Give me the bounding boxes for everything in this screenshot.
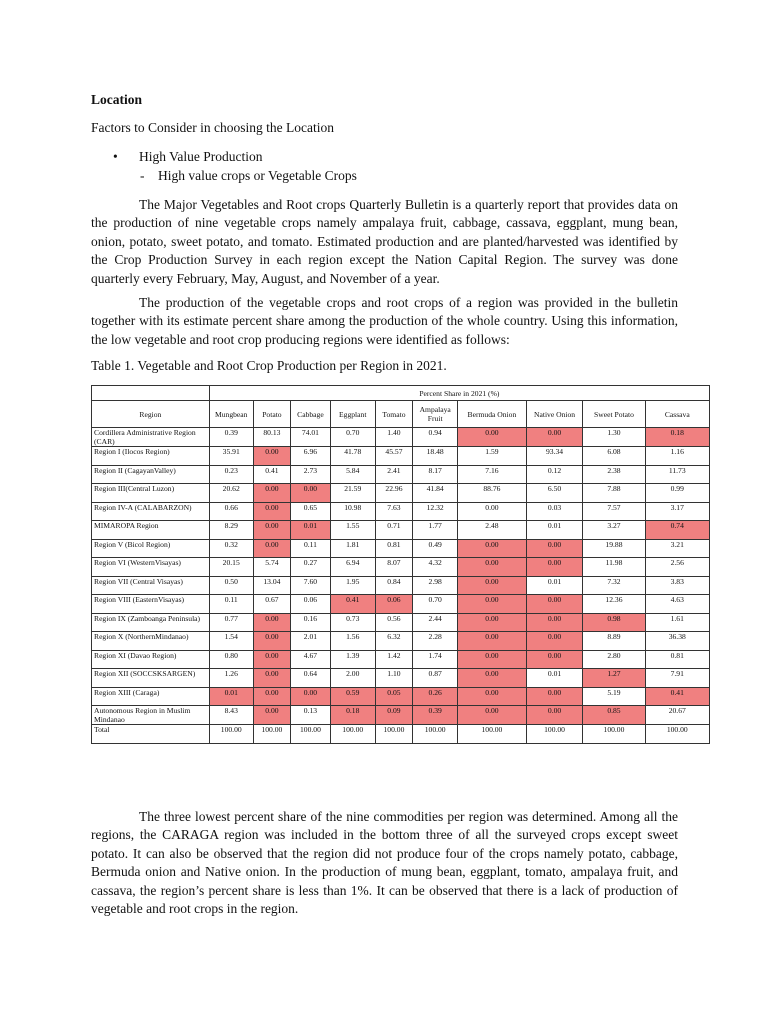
value-cell: 0.00 [526, 595, 583, 614]
value-cell: 0.32 [209, 539, 253, 558]
value-cell: 0.39 [413, 706, 458, 725]
value-cell: 80.13 [253, 428, 290, 447]
value-cell: 1.59 [458, 447, 527, 466]
table-row [92, 484, 710, 503]
value-cell: 2.00 [330, 669, 375, 688]
value-cell: 0.26 [413, 687, 458, 706]
value-cell: 4.67 [291, 650, 331, 669]
table-header-native-onion: Native Onion [526, 401, 583, 428]
table-header-cabbage: Cabbage [291, 401, 331, 428]
value-cell: 0.03 [526, 502, 583, 521]
value-cell: 3.17 [645, 502, 709, 521]
value-cell: 100.00 [291, 725, 331, 744]
value-cell: 0.00 [526, 706, 583, 725]
value-cell: 8.89 [583, 632, 645, 651]
region-cell: Region X (NorthernMindanao) [92, 632, 210, 651]
value-cell: 3.21 [645, 539, 709, 558]
value-cell: 0.67 [253, 595, 290, 614]
region-cell: Region VII (Central Visayas) [92, 576, 210, 595]
value-cell: 0.65 [291, 502, 331, 521]
value-cell: 7.60 [291, 576, 331, 595]
table-header-eggplant: Eggplant [330, 401, 375, 428]
value-cell: 7.88 [583, 484, 645, 503]
paragraph-bulletin: The Major Vegetables and Root crops Quarterly Bulletin is a quarterly report that provides data on the production of nine vegetable crops namely ampalaya fruit, cabbage, cassava, eggplant, mung bean, onion, potato, sweet potato, and tomato. Estimated production and are planted/harvested was identified by the Crop Production Survey in each region except the Nation Capital Region. The survey was done quarterly every February, May, August, and November of a year. [91, 197, 678, 286]
value-cell: 18.48 [413, 447, 458, 466]
value-cell: 0.74 [645, 521, 709, 540]
value-cell: 5.19 [583, 687, 645, 706]
value-cell: 0.66 [209, 502, 253, 521]
value-cell: 1.16 [645, 447, 709, 466]
value-cell: 0.41 [253, 465, 290, 484]
value-cell: 100.00 [253, 725, 290, 744]
table-row [92, 502, 710, 521]
value-cell: 0.80 [209, 650, 253, 669]
value-cell: 0.05 [375, 687, 412, 706]
value-cell: 88.76 [458, 484, 527, 503]
value-cell: 0.00 [526, 613, 583, 632]
table-row [92, 595, 710, 614]
value-cell: 41.84 [413, 484, 458, 503]
value-cell: 3.27 [583, 521, 645, 540]
value-cell: 0.00 [253, 539, 290, 558]
value-cell: 1.55 [330, 521, 375, 540]
value-cell: 0.18 [330, 706, 375, 725]
value-cell: 7.63 [375, 502, 412, 521]
region-cell: Region XII (SOCCSKSARGEN) [92, 669, 210, 688]
value-cell: 0.06 [291, 595, 331, 614]
value-cell: 6.50 [526, 484, 583, 503]
value-cell: 1.74 [413, 650, 458, 669]
value-cell: 0.00 [458, 632, 527, 651]
value-cell: 0.98 [583, 613, 645, 632]
table-row [92, 465, 710, 484]
value-cell: 20.15 [209, 558, 253, 577]
value-cell: 100.00 [526, 725, 583, 744]
value-cell: 0.70 [330, 428, 375, 447]
value-cell: 100.00 [375, 725, 412, 744]
table-row [92, 576, 710, 595]
value-cell: 19.88 [583, 539, 645, 558]
value-cell: 0.00 [458, 539, 527, 558]
value-cell: 0.00 [526, 558, 583, 577]
value-cell: 0.00 [253, 521, 290, 540]
value-cell: 0.00 [458, 595, 527, 614]
value-cell: 0.01 [526, 576, 583, 595]
value-cell: 100.00 [645, 725, 709, 744]
value-cell: 0.00 [253, 706, 290, 725]
value-cell: 1.39 [330, 650, 375, 669]
value-cell: 0.00 [526, 539, 583, 558]
value-cell: 45.57 [375, 447, 412, 466]
value-cell: 5.74 [253, 558, 290, 577]
value-cell: 2.73 [291, 465, 331, 484]
value-cell: 0.49 [413, 539, 458, 558]
table-row [92, 687, 710, 706]
value-cell: 0.00 [291, 484, 331, 503]
value-cell: 8.43 [209, 706, 253, 725]
table-header-sweet-potato: Sweet Potato [583, 401, 645, 428]
value-cell: 0.00 [253, 687, 290, 706]
table-header-region: Region [92, 401, 210, 428]
value-cell: 2.98 [413, 576, 458, 595]
value-cell: 2.28 [413, 632, 458, 651]
value-cell: 0.39 [209, 428, 253, 447]
value-cell: 0.81 [375, 539, 412, 558]
value-cell: 6.96 [291, 447, 331, 466]
value-cell: 7.16 [458, 465, 527, 484]
value-cell: 8.29 [209, 521, 253, 540]
table-header-bermuda-onion: Bermuda Onion [458, 401, 527, 428]
value-cell: 4.63 [645, 595, 709, 614]
value-cell: 3.83 [645, 576, 709, 595]
value-cell: 0.06 [375, 595, 412, 614]
value-cell: 6.32 [375, 632, 412, 651]
value-cell: 0.00 [253, 613, 290, 632]
table-row [92, 447, 710, 466]
value-cell: 0.13 [291, 706, 331, 725]
region-cell: Region II (CagayanValley) [92, 465, 210, 484]
value-cell: 35.91 [209, 447, 253, 466]
value-cell: 2.44 [413, 613, 458, 632]
value-cell: 0.00 [526, 428, 583, 447]
value-cell: 0.11 [291, 539, 331, 558]
region-cell: Region IX (Zamboanga Peninsula) [92, 613, 210, 632]
value-cell: 0.00 [458, 669, 527, 688]
region-cell: Region IV-A (CALABARZON) [92, 502, 210, 521]
value-cell: 6.94 [330, 558, 375, 577]
value-cell: 0.11 [209, 595, 253, 614]
bullet-text: High Value Production [139, 149, 263, 164]
region-cell: MIMAROPA Region [92, 521, 210, 540]
value-cell: 20.67 [645, 706, 709, 725]
region-cell: Region V (Bicol Region) [92, 539, 210, 558]
table-header-ampalaya-fruit: Ampalaya Fruit [413, 401, 458, 428]
table-header-cassava: Cassava [645, 401, 709, 428]
dash-item [140, 168, 357, 184]
table-row [92, 650, 710, 669]
value-cell: 0.23 [209, 465, 253, 484]
value-cell: 74.01 [291, 428, 331, 447]
value-cell: 100.00 [458, 725, 527, 744]
value-cell: 0.00 [458, 428, 527, 447]
value-cell: 0.01 [526, 669, 583, 688]
value-cell: 0.85 [583, 706, 645, 725]
region-cell: Region I (Ilocos Region) [92, 447, 210, 466]
table-header-tomato: Tomato [375, 401, 412, 428]
value-cell: 93.34 [526, 447, 583, 466]
value-cell: 0.64 [291, 669, 331, 688]
table-body [92, 428, 710, 744]
table-row [92, 428, 710, 447]
value-cell: 1.10 [375, 669, 412, 688]
value-cell: 100.00 [209, 725, 253, 744]
value-cell: 7.32 [583, 576, 645, 595]
value-cell: 1.40 [375, 428, 412, 447]
region-cell: Cordillera Administrative Region (CAR) [92, 428, 210, 447]
table-row [92, 632, 710, 651]
table-row [92, 706, 710, 725]
region-cell: Autonomous Region in Muslim Mindanao [92, 706, 210, 725]
value-cell: 0.00 [253, 669, 290, 688]
value-cell: 0.27 [291, 558, 331, 577]
section-subheading: Factors to Consider in choosing the Location [91, 120, 334, 135]
value-cell: 1.61 [645, 613, 709, 632]
value-cell: 1.26 [209, 669, 253, 688]
value-cell: 0.50 [209, 576, 253, 595]
value-cell: 0.73 [330, 613, 375, 632]
value-cell: 1.42 [375, 650, 412, 669]
value-cell: 0.87 [413, 669, 458, 688]
value-cell: 0.00 [458, 558, 527, 577]
value-cell: 0.94 [413, 428, 458, 447]
table-header-mungbean: Mungbean [209, 401, 253, 428]
value-cell: 12.32 [413, 502, 458, 521]
value-cell: 0.00 [458, 502, 527, 521]
value-cell: 8.17 [413, 465, 458, 484]
table-header-blank [92, 386, 210, 401]
value-cell: 0.71 [375, 521, 412, 540]
value-cell: 36.38 [645, 632, 709, 651]
value-cell: 0.00 [458, 576, 527, 595]
value-cell: 6.08 [583, 447, 645, 466]
value-cell: 100.00 [583, 725, 645, 744]
value-cell: 0.00 [253, 650, 290, 669]
value-cell: 2.56 [645, 558, 709, 577]
table-header-potato: Potato [253, 401, 290, 428]
value-cell: 0.12 [526, 465, 583, 484]
value-cell: 11.98 [583, 558, 645, 577]
value-cell: 0.18 [645, 428, 709, 447]
value-cell: 20.62 [209, 484, 253, 503]
bullet-marker: • [113, 149, 118, 164]
value-cell: 2.01 [291, 632, 331, 651]
value-cell: 21.59 [330, 484, 375, 503]
value-cell: 0.59 [330, 687, 375, 706]
value-cell: 0.00 [526, 650, 583, 669]
value-cell: 0.09 [375, 706, 412, 725]
value-cell: 0.01 [291, 521, 331, 540]
section-heading: Location [91, 92, 143, 107]
table-row [92, 558, 710, 577]
value-cell: 0.41 [645, 687, 709, 706]
value-cell: 1.54 [209, 632, 253, 651]
region-cell: Region III(Central Luzon) [92, 484, 210, 503]
table-row [92, 613, 710, 632]
value-cell: 1.81 [330, 539, 375, 558]
value-cell: 8.07 [375, 558, 412, 577]
value-cell: 100.00 [330, 725, 375, 744]
production-table [91, 385, 710, 744]
value-cell: 5.84 [330, 465, 375, 484]
value-cell: 1.30 [583, 428, 645, 447]
value-cell: 0.41 [330, 595, 375, 614]
table-row [92, 521, 710, 540]
value-cell: 0.00 [253, 447, 290, 466]
value-cell: 2.41 [375, 465, 412, 484]
value-cell: 0.77 [209, 613, 253, 632]
value-cell: 0.00 [253, 484, 290, 503]
table-group-header-row [92, 386, 710, 401]
value-cell: 0.70 [413, 595, 458, 614]
value-cell: 0.00 [458, 706, 527, 725]
value-cell: 0.00 [458, 687, 527, 706]
table-group-header: Percent Share in 2021 (%) [209, 386, 709, 401]
value-cell: 0.16 [291, 613, 331, 632]
value-cell: 0.56 [375, 613, 412, 632]
region-cell: Total [92, 725, 210, 744]
value-cell: 12.36 [583, 595, 645, 614]
table-row [92, 669, 710, 688]
value-cell: 100.00 [413, 725, 458, 744]
value-cell: 7.57 [583, 502, 645, 521]
value-cell: 10.98 [330, 502, 375, 521]
value-cell: 22.96 [375, 484, 412, 503]
bullet-item [113, 149, 263, 165]
value-cell: 0.99 [645, 484, 709, 503]
region-cell: Region VIII (EasternVisayas) [92, 595, 210, 614]
table-caption: Table 1. Vegetable and Root Crop Production per Region in 2021. [91, 358, 447, 373]
value-cell: 1.77 [413, 521, 458, 540]
table-row [92, 725, 710, 744]
value-cell: 0.00 [458, 613, 527, 632]
value-cell: 0.01 [526, 521, 583, 540]
value-cell: 1.56 [330, 632, 375, 651]
value-cell: 2.38 [583, 465, 645, 484]
value-cell: 2.80 [583, 650, 645, 669]
dash-text: High value crops or Vegetable Crops [158, 168, 357, 183]
value-cell: 1.27 [583, 669, 645, 688]
dash-marker: - [140, 168, 145, 183]
value-cell: 0.81 [645, 650, 709, 669]
paragraph-conclusion: The three lowest percent share of the nine commodities per region was determined. Among all the regions, the CARAGA region was included in the bottom three of all the surveyed crops except sweet potato. It can also be observed that the region did not produce four of the crops namely potato, cabbage, Bermuda onion and Native onion. In the production of mung bean, eggplant, tomato, ampalaya fruit, and cassava, the region’s percent share is less than 1%. It can be observed that there is a lack of production of vegetable and root crops in the region. [91, 809, 678, 917]
value-cell: 0.00 [526, 632, 583, 651]
region-cell: Region VI (WesternVisayas) [92, 558, 210, 577]
value-cell: 0.01 [209, 687, 253, 706]
table-row [92, 539, 710, 558]
value-cell: 11.73 [645, 465, 709, 484]
value-cell: 0.00 [291, 687, 331, 706]
value-cell: 41.78 [330, 447, 375, 466]
value-cell: 0.84 [375, 576, 412, 595]
value-cell: 0.00 [253, 502, 290, 521]
region-cell: Region XI (Davao Region) [92, 650, 210, 669]
region-cell: Region XIII (Caraga) [92, 687, 210, 706]
value-cell: 1.95 [330, 576, 375, 595]
value-cell: 0.00 [526, 687, 583, 706]
value-cell: 0.00 [253, 632, 290, 651]
value-cell: 13.04 [253, 576, 290, 595]
paragraph-production: The production of the vegetable crops and root crops of a region was provided in the bulletin together with its estimate percent share among the production of the whole country. Using this information, the low vegetable and root crop producing regions were identified as follows: [91, 295, 678, 347]
table-column-header-row [92, 401, 710, 428]
value-cell: 4.32 [413, 558, 458, 577]
value-cell: 2.48 [458, 521, 527, 540]
value-cell: 0.00 [458, 650, 527, 669]
value-cell: 7.91 [645, 669, 709, 688]
